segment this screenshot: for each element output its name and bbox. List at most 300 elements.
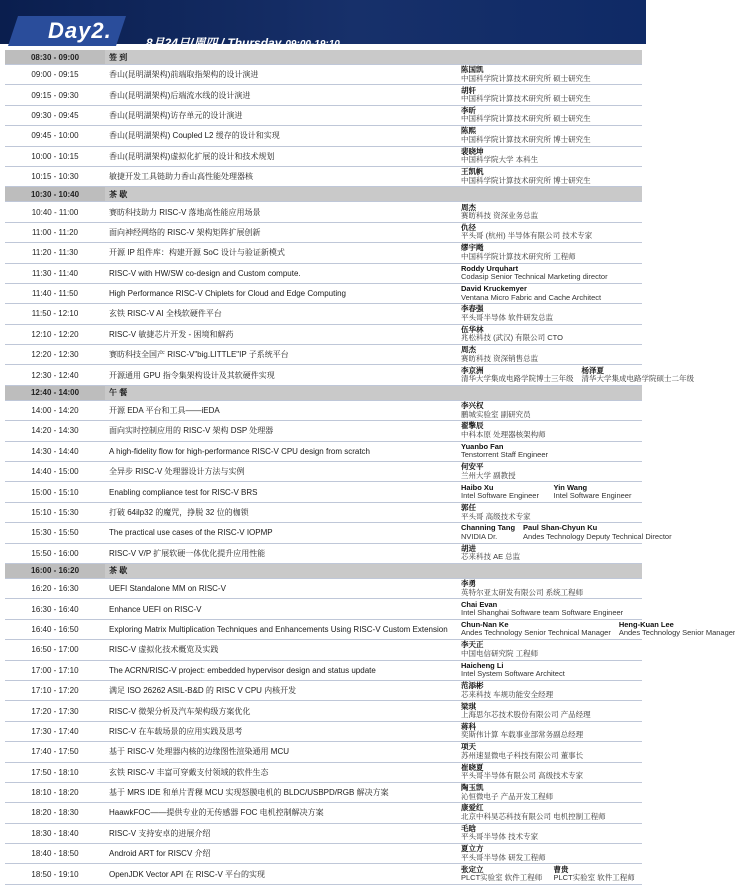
speaker-cell (457, 365, 694, 385)
speaker-group (461, 580, 638, 597)
speaker-name: 王凯帆 (461, 167, 484, 177)
session-row (5, 482, 642, 502)
time-cell: 18:30 - 18:40 (5, 823, 105, 843)
speaker (461, 764, 638, 781)
speaker (461, 422, 638, 439)
speaker-cell (457, 283, 642, 303)
speaker-group (461, 641, 638, 658)
session-title: RISC-V 支持安卓的进展介绍 (105, 823, 457, 843)
speaker-affiliation: 平头哥半导体 研发工程师 (461, 852, 546, 862)
speaker (461, 484, 546, 501)
speaker-group (461, 244, 638, 261)
speaker-affiliation: 中国科学院计算技术研究所 硕士研究生 (461, 94, 591, 104)
speaker-name: 张定立 (461, 864, 484, 874)
speaker-affiliation: 赛昉科技 资深业务总监 (461, 211, 539, 221)
speaker-affiliation: 芯来科技 AE 总监 (461, 552, 521, 562)
session-row (5, 721, 642, 741)
speaker-affiliation: Andes Technology Senior Manager (618, 628, 735, 638)
session-row (5, 523, 642, 543)
break-label: 签 到 (105, 50, 457, 65)
speaker (461, 845, 638, 862)
session-row (5, 243, 642, 263)
speaker-cell (457, 803, 642, 823)
time-cell: 14:30 - 14:40 (5, 441, 105, 461)
speaker-group (461, 168, 638, 185)
session-title: 开源 EDA 平台和工具——iEDA (105, 400, 457, 420)
speaker (461, 641, 638, 658)
session-row (5, 400, 642, 420)
time-cell: 16:30 - 16:40 (5, 599, 105, 619)
speaker (461, 305, 638, 322)
time-cell: 10:40 - 11:00 (5, 202, 105, 222)
speaker-name: Roddy Urquhart (461, 263, 519, 273)
speaker-affiliation: 平头哥半导体 软件研发总监 (461, 312, 554, 322)
break-row (5, 50, 642, 65)
speaker-name: 杨泽夏 (581, 365, 604, 375)
time-cell: 17:10 - 17:20 (5, 680, 105, 700)
session-row (5, 126, 642, 146)
session-title: 打破 64ilp32 的魔咒，挣脱 32 位的枷锁 (105, 502, 457, 522)
speaker-group (461, 523, 672, 541)
session-title: 香山(昆明湖架构)虚拟化扩展的设计和技术规划 (105, 146, 457, 166)
session-row (5, 85, 642, 105)
speaker-affiliation: 中国科学院大学 本科生 (461, 155, 539, 165)
agenda-table (5, 50, 735, 885)
session-title: RISC-V 在车载场景的应用实践及思考 (105, 721, 457, 741)
session-row (5, 782, 642, 802)
speaker-cell (457, 844, 642, 864)
session-row (5, 578, 642, 598)
time-cell: 11:30 - 11:40 (5, 263, 105, 283)
speaker-name: Chun-Nan Ke (461, 619, 509, 629)
time-cell: 17:50 - 18:10 (5, 762, 105, 782)
speaker (461, 443, 638, 460)
session-row (5, 543, 642, 563)
time-cell: 15:10 - 15:30 (5, 502, 105, 522)
speaker-cell (457, 421, 642, 441)
session-row (5, 365, 642, 385)
speaker-name: Yuanbo Fan (461, 441, 504, 451)
time-cell: 10:30 - 10:40 (5, 187, 105, 202)
speaker-cell (457, 578, 642, 598)
speaker-group (461, 601, 638, 618)
speaker (461, 580, 638, 597)
speaker-name: Channing Tang (461, 523, 516, 533)
speaker-name: 翟擎辰 (461, 421, 484, 431)
speaker-affiliation: Intel Software Engineer (461, 491, 539, 501)
speaker-group (461, 804, 638, 821)
speaker (461, 504, 638, 521)
session-row (5, 762, 642, 782)
session-row (5, 146, 642, 166)
session-row (5, 421, 642, 441)
speaker-cell (457, 701, 642, 721)
session-title: 香山(昆明湖架构)前端取指架构的设计演进 (105, 65, 457, 85)
session-row (5, 660, 642, 680)
speaker (461, 326, 638, 343)
speaker-affiliation: 英特尔亚太研发有限公司 系统工程师 (461, 587, 584, 597)
speaker-group (461, 619, 735, 638)
session-title: 赛昉科技助力 RISC-V 落地高性能应用场景 (105, 202, 457, 222)
time-cell: 15:30 - 15:50 (5, 523, 105, 543)
speaker (582, 367, 695, 384)
session-row (5, 263, 642, 283)
speaker-affiliation: 平头哥 高级技术专家 (461, 511, 531, 521)
speaker-name: Paul Shan-Chyun Ku (523, 523, 598, 533)
session-row (5, 640, 642, 660)
speaker-name: 项天 (461, 742, 476, 752)
day-header (0, 0, 646, 50)
speaker (461, 107, 638, 124)
time-cell: 10:00 - 10:15 (5, 146, 105, 166)
session-title: The practical use cases of the RISC-V IOPMP (105, 523, 457, 543)
speaker-name: 范添彬 (461, 681, 484, 691)
speaker-name: 李昕 (461, 105, 476, 115)
speaker-name: Chai Evan (461, 599, 498, 609)
speaker-name: Haicheng Li (461, 660, 504, 670)
speaker-group (461, 784, 638, 801)
speaker-affiliation: Codasip Senior Technical Marketing director (461, 272, 608, 282)
session-title: High Performance RISC-V Chiplets for Cloud and Edge Computing (105, 283, 457, 303)
session-title: 面向实时控制应用的 RISC-V 架构 DSP 处理器 (105, 421, 457, 441)
speaker-affiliation: 清华大学集成电路学院博士三年级 (461, 374, 574, 384)
break-row (5, 563, 642, 578)
speaker-affiliation: Ventana Micro Fabric and Cache Architect (461, 292, 602, 302)
speaker-affiliation: 鹏城实验室 副研究员 (461, 409, 531, 419)
speaker (461, 723, 638, 740)
speaker-group (461, 845, 638, 862)
speaker (461, 743, 638, 760)
speaker-cell (457, 823, 642, 843)
speaker (461, 463, 638, 480)
time-cell: 18:50 - 19:10 (5, 864, 105, 884)
speaker-affiliation: Intel Shanghai Software team Software Engineer (461, 608, 624, 618)
session-title: 香山(昆明湖架构) Coupled L2 缓存的设计和实现 (105, 126, 457, 146)
speaker-name: 胡进 (461, 543, 476, 553)
speaker-name: 曹贵 (553, 864, 569, 874)
time-cell: 11:40 - 11:50 (5, 283, 105, 303)
speaker-affiliation: 沁恒微电子 产品开发工程师 (461, 791, 554, 801)
speaker (461, 601, 638, 618)
session-row (5, 823, 642, 843)
speaker-cell (457, 65, 642, 85)
speaker-affiliation: 兆松科技 (武汉) 有限公司 CTO (461, 333, 563, 343)
break-label: 午 餐 (105, 385, 457, 400)
time-cell: 17:00 - 17:10 (5, 660, 105, 680)
speaker-name: Haibo Xu (461, 482, 494, 492)
speaker-affiliation: 中国科学院计算技术研究所 博士研究生 (461, 134, 591, 144)
speaker (619, 621, 735, 638)
speaker-group (461, 127, 638, 144)
speaker-affiliation: 清华大学集成电路学院硕士二年级 (581, 374, 694, 384)
session-title: RISC-V 敏捷芯片开发 - 困境和解药 (105, 324, 457, 344)
date-text: 8月24日/周四 / Thursday (146, 36, 282, 50)
speaker (461, 148, 638, 165)
speaker-group (461, 204, 638, 221)
speaker-cell (457, 462, 642, 482)
speaker-group (461, 504, 638, 521)
session-title: RISC-V 微架分析及汽车架构级方案优化 (105, 701, 457, 721)
speaker-group (461, 285, 638, 302)
speaker-affiliation: NVIDIA Dr. (461, 531, 498, 541)
speaker-cell (457, 400, 642, 420)
time-cell: 16:20 - 16:30 (5, 578, 105, 598)
speaker-affiliation: 平头哥半导体 技术专家 (461, 832, 539, 842)
speaker-cell (457, 345, 642, 365)
agenda-body (5, 50, 735, 884)
speaker-affiliation: 平头哥半导体有限公司 高级技术专家 (461, 771, 584, 781)
speaker-name: 裴晓坤 (461, 146, 484, 156)
time-cell: 10:15 - 10:30 (5, 166, 105, 186)
speaker-cell (457, 441, 642, 461)
speaker-group (461, 365, 694, 384)
session-title: 香山(昆明湖架构)后端流水线的设计演进 (105, 85, 457, 105)
speaker (461, 524, 515, 541)
speaker (461, 703, 638, 720)
session-title: UEFI Standalone MM on RISC-V (105, 578, 457, 598)
speaker-name: 李兴权 (461, 401, 484, 411)
speaker-affiliation: 中国科学院计算技术研究所 博士研究生 (461, 175, 591, 185)
session-title: A high-fidelity flow for high-performance RISC-V CPU design from scratch (105, 441, 457, 461)
speaker-group (461, 825, 638, 842)
speaker-group (461, 443, 638, 460)
session-title: 面向神经网络的 RISC-V 架构矩阵扩展创新 (105, 222, 457, 242)
speaker (461, 367, 574, 384)
time-cell: 11:00 - 11:20 (5, 222, 105, 242)
speaker-cell (457, 50, 642, 65)
speaker-name: 李春强 (461, 304, 484, 314)
speaker-group (461, 305, 638, 322)
speaker-group (461, 484, 638, 501)
day-label: Day2. (48, 18, 112, 43)
time-cell: 17:40 - 17:50 (5, 742, 105, 762)
speaker (461, 66, 638, 83)
speaker-group (461, 66, 638, 83)
speaker-name: 仇径 (461, 222, 476, 232)
time-cell: 11:20 - 11:30 (5, 243, 105, 263)
speaker-affiliation: 芯来科技 车规功能安全经理 (461, 689, 554, 699)
session-title: RISC-V with HW/SW co-design and Custom compute. (105, 263, 457, 283)
speaker-group (461, 107, 638, 124)
session-title: 全异步 RISC-V 处理器设计方法与实例 (105, 462, 457, 482)
session-title: 玄铁 RISC-V AI 全栈软硬件平台 (105, 304, 457, 324)
speaker-affiliation: 苏州速显微电子科技有限公司 董事长 (461, 750, 584, 760)
session-title: 香山(昆明湖架构)访存单元的设计演进 (105, 105, 457, 125)
speaker-name: Yin Wang (553, 482, 588, 492)
speaker (461, 545, 638, 562)
session-row (5, 742, 642, 762)
speaker-name: 陶玉凯 (461, 783, 484, 793)
speaker-cell (457, 599, 642, 619)
time-cell: 12:20 - 12:30 (5, 345, 105, 365)
session-row (5, 65, 642, 85)
speaker (461, 265, 638, 282)
speaker-name: Heng-Kuan Lee (618, 619, 674, 629)
session-title: OpenJDK Vector API 在 RISC-V 平台的实现 (105, 864, 457, 884)
speaker (461, 204, 638, 221)
time-cell: 11:50 - 12:10 (5, 304, 105, 324)
speaker-affiliation: PLCT实验室 软件工程师 (553, 873, 635, 883)
session-title: RISC-V 虚拟化技术概览及实践 (105, 640, 457, 660)
speaker (461, 402, 638, 419)
speaker-affiliation: 上海思尔芯技术股份有限公司 产品经理 (461, 710, 591, 720)
speaker-group (461, 402, 638, 419)
speaker-name: 李勇 (461, 579, 476, 589)
speaker-cell (457, 243, 642, 263)
speaker-group (461, 87, 638, 104)
speaker-affiliation: 中国科学院计算技术研究所 硕士研究生 (461, 73, 591, 83)
break-label: 茶 歇 (105, 563, 457, 578)
speaker-cell (457, 864, 642, 884)
speaker (461, 866, 546, 883)
speaker-cell (457, 146, 642, 166)
session-row (5, 864, 642, 884)
speaker-affiliation: Intel Software Engineer (553, 491, 632, 501)
speaker (461, 662, 638, 679)
speaker (461, 346, 638, 363)
speaker-group (461, 866, 638, 883)
session-row (5, 222, 642, 242)
session-row (5, 202, 642, 222)
speaker (461, 168, 638, 185)
speaker (461, 285, 638, 302)
session-row (5, 105, 642, 125)
speaker (461, 784, 638, 801)
time-cell: 09:15 - 09:30 (5, 85, 105, 105)
speaker-cell (457, 222, 642, 242)
speaker (461, 682, 638, 699)
speaker-cell (457, 482, 642, 502)
time-cell: 16:50 - 17:00 (5, 640, 105, 660)
speaker-group (461, 265, 638, 282)
session-time: 09:00-19:10 (285, 39, 340, 50)
session-title: 基于 RISC-V 处理器内核的边缘图性渲染通用 MCU (105, 742, 457, 762)
session-title: 满足 ISO 26262 ASIL-B&D 的 RISC V CPU 内核开发 (105, 680, 457, 700)
session-title: HaawkFOC——提供专业的无传感器 FOC 电机控制解决方案 (105, 803, 457, 823)
speaker (461, 825, 638, 842)
speaker (461, 224, 638, 241)
time-cell: 17:30 - 17:40 (5, 721, 105, 741)
speaker-cell (457, 680, 642, 700)
speaker (554, 866, 639, 883)
session-row (5, 166, 642, 186)
time-cell: 14:40 - 15:00 (5, 462, 105, 482)
session-row (5, 701, 642, 721)
speaker-cell (457, 105, 642, 125)
speaker-group (461, 682, 638, 699)
speaker-name: 缪宇飏 (461, 243, 484, 253)
speaker-cell (457, 126, 642, 146)
session-row (5, 803, 642, 823)
speaker-affiliation: 赛昉科技 资深销售总监 (461, 353, 539, 363)
speaker-cell (457, 385, 642, 400)
speaker-cell (457, 660, 642, 680)
speaker-affiliation: 平头哥 (杭州) 半导体有限公司 技术专家 (461, 231, 593, 241)
speaker-cell (457, 202, 642, 222)
speaker-affiliation: 兰州大学 副教授 (461, 470, 516, 480)
session-row (5, 324, 642, 344)
break-row (5, 385, 642, 400)
speaker-affiliation: Andes Technology Senior Technical Manager (461, 628, 611, 638)
time-cell: 12:40 - 14:00 (5, 385, 105, 400)
time-cell: 18:10 - 18:20 (5, 782, 105, 802)
speaker-group (461, 224, 638, 241)
session-row (5, 844, 642, 864)
speaker-name: 夏立方 (461, 844, 484, 854)
session-row (5, 599, 642, 619)
break-label: 茶 歇 (105, 187, 457, 202)
speaker-group (461, 346, 638, 363)
speaker-name: 陈国凯 (461, 65, 484, 75)
session-row (5, 462, 642, 482)
speaker (461, 621, 611, 638)
speaker-name: 蒋科 (461, 721, 476, 731)
time-cell: 17:20 - 17:30 (5, 701, 105, 721)
speaker-name: 伍华林 (461, 324, 484, 334)
speaker-name: 周杰 (461, 202, 476, 212)
speaker-cell (457, 721, 642, 741)
speaker-group (461, 463, 638, 480)
time-cell: 15:50 - 16:00 (5, 543, 105, 563)
speaker-cell (457, 619, 735, 639)
speaker-cell (457, 85, 642, 105)
speaker-cell (457, 563, 642, 578)
session-title: Exploring Matrix Multiplication Techniques and Enhancements Using RISC-V Custom Extension (105, 619, 457, 639)
speaker (461, 244, 638, 261)
speaker-cell (457, 324, 642, 344)
speaker-group (461, 764, 638, 781)
speaker-name: 郭任 (461, 503, 476, 512)
speaker (461, 127, 638, 144)
speaker-affiliation: 中国科学院计算技术研究所 硕士研究生 (461, 114, 591, 124)
speaker-affiliation: Intel System Software Architect (461, 669, 565, 679)
session-title: 基于 MRS IDE 和单片青稞 MCU 实现怒膜电机的 BLDC/USBPD/RGB 解决方案 (105, 782, 457, 802)
time-cell: 16:00 - 16:20 (5, 563, 105, 578)
speaker-name: David Kruckemyer (461, 284, 527, 294)
break-row (5, 187, 642, 202)
session-row (5, 304, 642, 324)
time-cell: 09:00 - 09:15 (5, 65, 105, 85)
time-cell: 18:40 - 18:50 (5, 844, 105, 864)
session-title: 开源 IP 组件库：构建开源 SoC 设计与验证新模式 (105, 243, 457, 263)
session-title: The ACRN/RISC-V project: embedded hypervisor design and status update (105, 660, 457, 680)
speaker-cell (457, 782, 642, 802)
speaker-affiliation: Andes Technology Deputy Technical Director (523, 531, 672, 541)
speaker-name: 康爱红 (461, 803, 484, 813)
time-cell: 09:30 - 09:45 (5, 105, 105, 125)
speaker-group (461, 743, 638, 760)
speaker-affiliation: Tenstorrent Staff Engineer (461, 450, 548, 460)
time-cell: 15:00 - 15:10 (5, 482, 105, 502)
time-cell: 14:20 - 14:30 (5, 421, 105, 441)
speaker-cell (457, 523, 672, 543)
speaker-group (461, 326, 638, 343)
session-title: Android ART for RISCV 介绍 (105, 844, 457, 864)
session-title: 玄铁 RISC-V 丰富可穿戴支付领域的软件生态 (105, 762, 457, 782)
session-row (5, 441, 642, 461)
speaker-name: 周杰 (461, 345, 476, 355)
time-cell: 14:00 - 14:20 (5, 400, 105, 420)
speaker-cell (457, 742, 642, 762)
speaker-cell (457, 263, 642, 283)
session-row (5, 345, 642, 365)
speaker-cell (457, 166, 642, 186)
speaker (461, 804, 638, 821)
time-cell: 12:10 - 12:20 (5, 324, 105, 344)
speaker-name: 李京洲 (461, 365, 484, 375)
speaker-group (461, 723, 638, 740)
session-title: 敏捷开发工具链助力香山高性能处理器核 (105, 166, 457, 186)
